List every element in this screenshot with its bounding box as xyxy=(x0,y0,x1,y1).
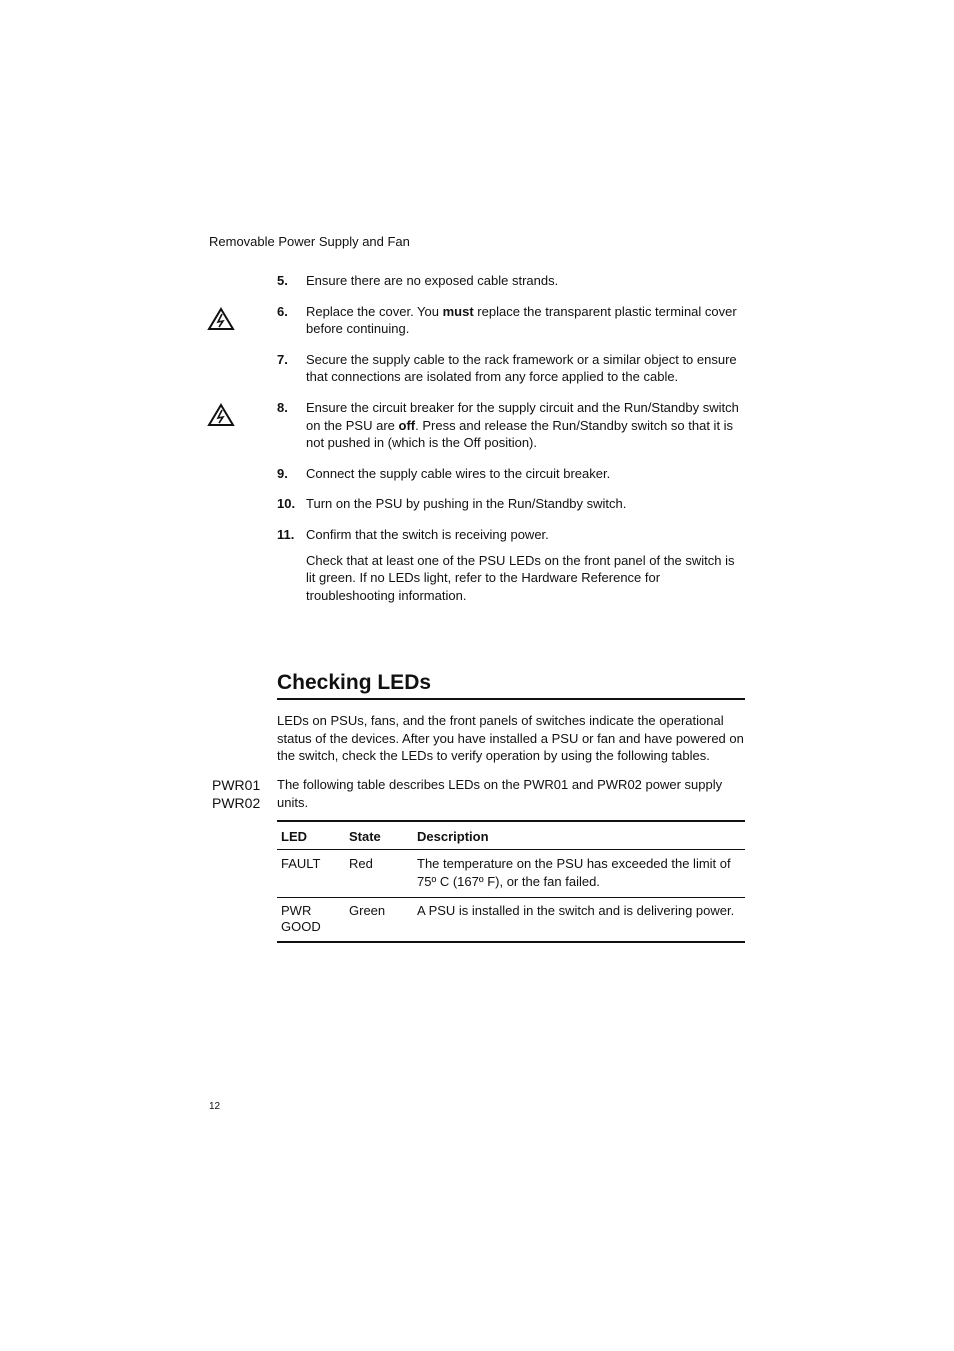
cell-led: PWR GOOD xyxy=(277,898,345,943)
step-number: 11. xyxy=(277,526,295,542)
step-11-note: Check that at least one of the PSU LEDs on the front panel of the switch is lit green. If no LEDs light, refer to the Hardware Reference for troubleshooting information. xyxy=(306,552,735,603)
table-row xyxy=(277,850,745,898)
cell-state: Red xyxy=(345,850,413,898)
emphasis-must: must xyxy=(442,303,474,319)
table-row xyxy=(277,898,745,943)
page-number: 12 xyxy=(209,1101,221,1112)
procedure-steps xyxy=(277,272,747,604)
table-intro: The following table describes LEDs on the PWR01 and PWR02 power supply units. xyxy=(277,777,723,810)
section-intro: LEDs on PSUs, fans, and the front panels of switches indicate the operational status of the devices. After you have installed a PSU or fan and have powered on the switch, check the LEDs to verify operation by using the following tables. xyxy=(277,713,744,764)
step-text: Secure the supply cable to the rack framework or a similar object to ensure that connections are isolated from any force applied to the cable. xyxy=(306,351,737,385)
step-8 xyxy=(277,399,747,452)
step-text: Ensure there are no exposed cable strands. xyxy=(306,273,559,288)
step-text: Turn on the PSU by pushing in the Run/Standby switch. xyxy=(306,496,627,512)
cell-led: FAULT xyxy=(277,850,345,898)
step-5 xyxy=(277,272,747,290)
step-number: 7. xyxy=(277,351,288,367)
step-text: Confirm that the switch is receiving power. xyxy=(306,526,549,542)
column-header-led: LED xyxy=(277,821,345,850)
side-label-pwr01: PWR01 xyxy=(212,777,261,793)
emphasis-off: off xyxy=(398,417,416,433)
led-table xyxy=(277,820,745,943)
step-10 xyxy=(277,495,747,513)
step-9 xyxy=(277,465,747,483)
table-header-row xyxy=(277,821,745,850)
step-number: 10. xyxy=(277,496,296,512)
step-text: Connect the supply cable wires to the circuit breaker. xyxy=(306,465,611,481)
step-number: 5. xyxy=(277,273,288,288)
step-11 xyxy=(277,526,747,544)
column-header-description: Description xyxy=(413,821,745,850)
cell-description: The temperature on the PSU has exceeded the limit of 75º C (167º F), or the fan failed. xyxy=(413,850,745,898)
cell-description: A PSU is installed in the switch and is delivering power. xyxy=(413,898,745,943)
step-number: 8. xyxy=(277,399,288,415)
step-text: Replace the cover. You must replace the transparent plastic terminal cover before continuing. xyxy=(306,303,737,337)
step-6 xyxy=(277,303,747,338)
section-heading: Checking LEDs xyxy=(277,671,745,700)
column-header-state: State xyxy=(345,821,413,850)
side-label-pwr02: PWR02 xyxy=(212,795,261,811)
warning-triangle-icon xyxy=(207,403,235,427)
step-number: 6. xyxy=(277,303,288,319)
step-7 xyxy=(277,351,747,386)
cell-state: Green xyxy=(345,898,413,943)
running-header: Removable Power Supply and Fan xyxy=(209,234,410,249)
side-label xyxy=(212,776,260,812)
warning-triangle-icon xyxy=(207,307,235,331)
step-number: 9. xyxy=(277,465,288,481)
step-text: Ensure the circuit breaker for the supply circuit and the Run/Standby switch on the PSU are off. Press and release the Run/Standby switch so that it is not pushed in (which is the Off position). xyxy=(306,399,739,451)
